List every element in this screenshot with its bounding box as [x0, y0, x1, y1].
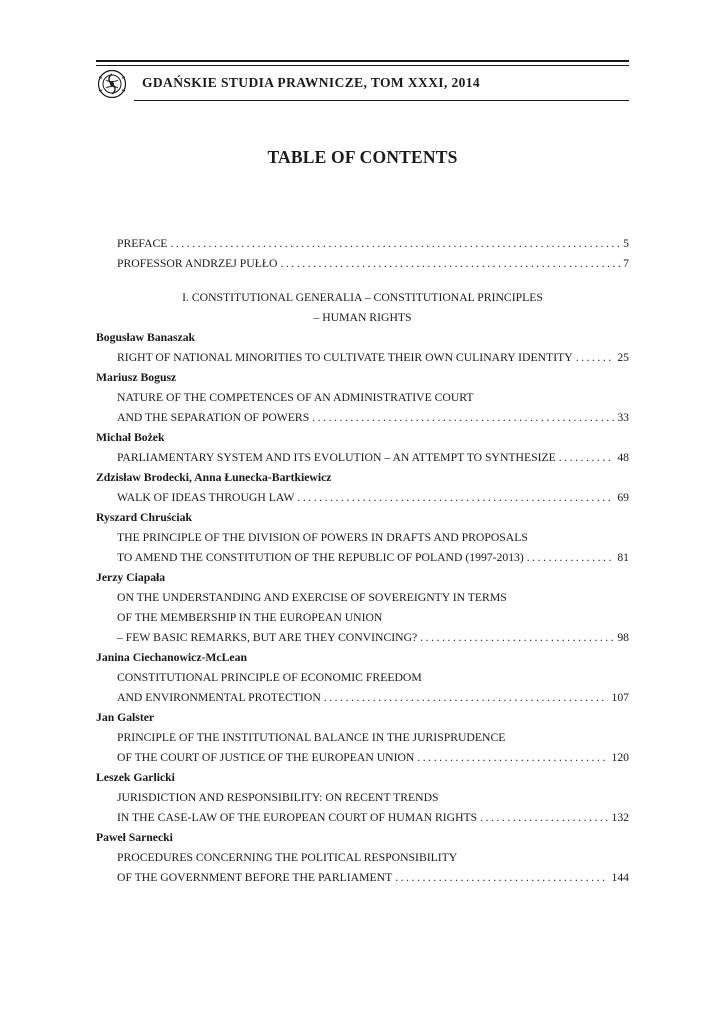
- entry-title: OF THE GOVERNMENT BEFORE THE PARLIAMENT: [117, 871, 393, 884]
- leader-dots: [280, 254, 620, 274]
- article-title-line: THE PRINCIPLE OF THE DIVISION OF POWERS IN DRAFTS AND PROPOSALS: [117, 531, 528, 544]
- toc-entry: [96, 548, 629, 568]
- article-title-line: CONSTITUTIONAL PRINCIPLE OF ECONOMIC FREEDOM: [117, 671, 422, 684]
- entry-title: AND ENVIRONMENTAL PROTECTION: [117, 691, 321, 704]
- toc-entry: [96, 808, 629, 828]
- page-number: 144: [611, 871, 629, 884]
- article-title-line: JURISDICTION AND RESPONSIBILITY: ON RECENT TRENDS: [117, 791, 439, 804]
- entry-title: IN THE CASE-LAW OF THE EUROPEAN COURT OF HUMAN RIGHTS: [117, 811, 478, 824]
- article-author: Jan Galster: [96, 711, 155, 724]
- leader-dots: [170, 234, 620, 254]
- leader-dots: [480, 808, 608, 828]
- toc-entry: [96, 234, 629, 254]
- page-number: 25: [617, 351, 629, 364]
- entry-title: – FEW BASIC REMARKS, BUT ARE THEY CONVINCING?: [117, 631, 418, 644]
- page-number: 81: [617, 551, 629, 564]
- toc-entry: [96, 488, 629, 508]
- entry-title: TO AMEND THE CONSTITUTION OF THE REPUBLIC OF POLAND (1997-2013): [117, 551, 524, 564]
- university-crest-icon: [96, 68, 128, 100]
- table-of-contents: [96, 234, 629, 888]
- article-author: Bogusław Banaszak: [96, 331, 196, 344]
- article-author: Janina Ciechanowicz-McLean: [96, 651, 247, 664]
- section-heading-line-2: – HUMAN RIGHTS: [313, 311, 412, 324]
- entry-title: WALK OF IDEAS THROUGH LAW: [117, 491, 295, 504]
- article-author: Mariusz Bogusz: [96, 371, 177, 384]
- page-number: 132: [611, 811, 629, 824]
- entry-title: PARLIAMENTARY SYSTEM AND ITS EVOLUTION – AN ATTEMPT TO SYNTHESIZE: [117, 451, 556, 464]
- entry-title: PROFESSOR ANDRZEJ PUŁŁO: [117, 257, 278, 270]
- leader-dots: [576, 348, 615, 368]
- journal-title: GDAŃSKIE STUDIA PRAWNICZE, TOM XXXI, 2014: [142, 75, 481, 90]
- article-title-line: PROCEDURES CONCERNING THE POLITICAL RESPONSIBILITY: [117, 851, 458, 864]
- page-header: [96, 60, 629, 102]
- toc-entry: [96, 688, 629, 708]
- article-title-line: PRINCIPLE OF THE INSTITUTIONAL BALANCE IN THE JURISPRUDENCE: [117, 731, 506, 744]
- toc-entry: [96, 254, 629, 274]
- article-title-line: ON THE UNDERSTANDING AND EXERCISE OF SOVEREIGNTY IN TERMS: [117, 591, 507, 604]
- article-title-line: OF THE MEMBERSHIP IN THE EUROPEAN UNION: [117, 611, 383, 624]
- entry-title: PREFACE: [117, 237, 168, 250]
- entry-title: AND THE SEPARATION OF POWERS: [117, 411, 310, 424]
- header-rule-top: [96, 60, 629, 62]
- article-author: Leszek Garlicki: [96, 771, 175, 784]
- page-number: 107: [611, 691, 629, 704]
- leader-dots: [527, 548, 615, 568]
- article-author: Paweł Sarnecki: [96, 831, 173, 844]
- entry-title: OF THE COURT OF JUSTICE OF THE EUROPEAN UNION: [117, 751, 415, 764]
- toc-entry: [96, 448, 629, 468]
- section-heading-line-1: I. CONSTITUTIONAL GENERALIA – CONSTITUTIONAL PRINCIPLES: [182, 291, 543, 304]
- toc-entry: [96, 868, 629, 888]
- leader-dots: [324, 688, 609, 708]
- leader-dots: [312, 408, 614, 428]
- toc-entry: [96, 348, 629, 368]
- toc-entry: [96, 748, 629, 768]
- article-author: Michał Bożek: [96, 431, 165, 444]
- page-number: 7: [623, 257, 629, 270]
- header-rule-second: [96, 65, 629, 66]
- toc-entry: [96, 408, 629, 428]
- toc-entry: [96, 628, 629, 648]
- leader-dots: [395, 868, 608, 888]
- leader-dots: [420, 628, 614, 648]
- entry-title: RIGHT OF NATIONAL MINORITIES TO CULTIVATE THEIR OWN CULINARY IDENTITY: [117, 351, 573, 364]
- page-number: 120: [611, 751, 629, 764]
- page-number: 5: [623, 237, 629, 250]
- article-title-line: NATURE OF THE COMPETENCES OF AN ADMINISTRATIVE COURT: [117, 391, 474, 404]
- leader-dots: [417, 748, 608, 768]
- spacer: [96, 274, 629, 288]
- header-rule-bottom: [134, 100, 629, 101]
- page-number: 33: [617, 411, 629, 424]
- leader-dots: [297, 488, 614, 508]
- page-number: 98: [617, 631, 629, 644]
- page-number: 69: [617, 491, 629, 504]
- article-author: Ryszard Chruściak: [96, 511, 193, 524]
- article-author: Zdzisław Brodecki, Anna Łunecka-Bartkiewicz: [96, 471, 332, 484]
- page-title: TABLE OF CONTENTS: [267, 147, 458, 167]
- page-number: 48: [617, 451, 629, 464]
- article-author: Jerzy Ciapała: [96, 571, 166, 584]
- leader-dots: [559, 448, 615, 468]
